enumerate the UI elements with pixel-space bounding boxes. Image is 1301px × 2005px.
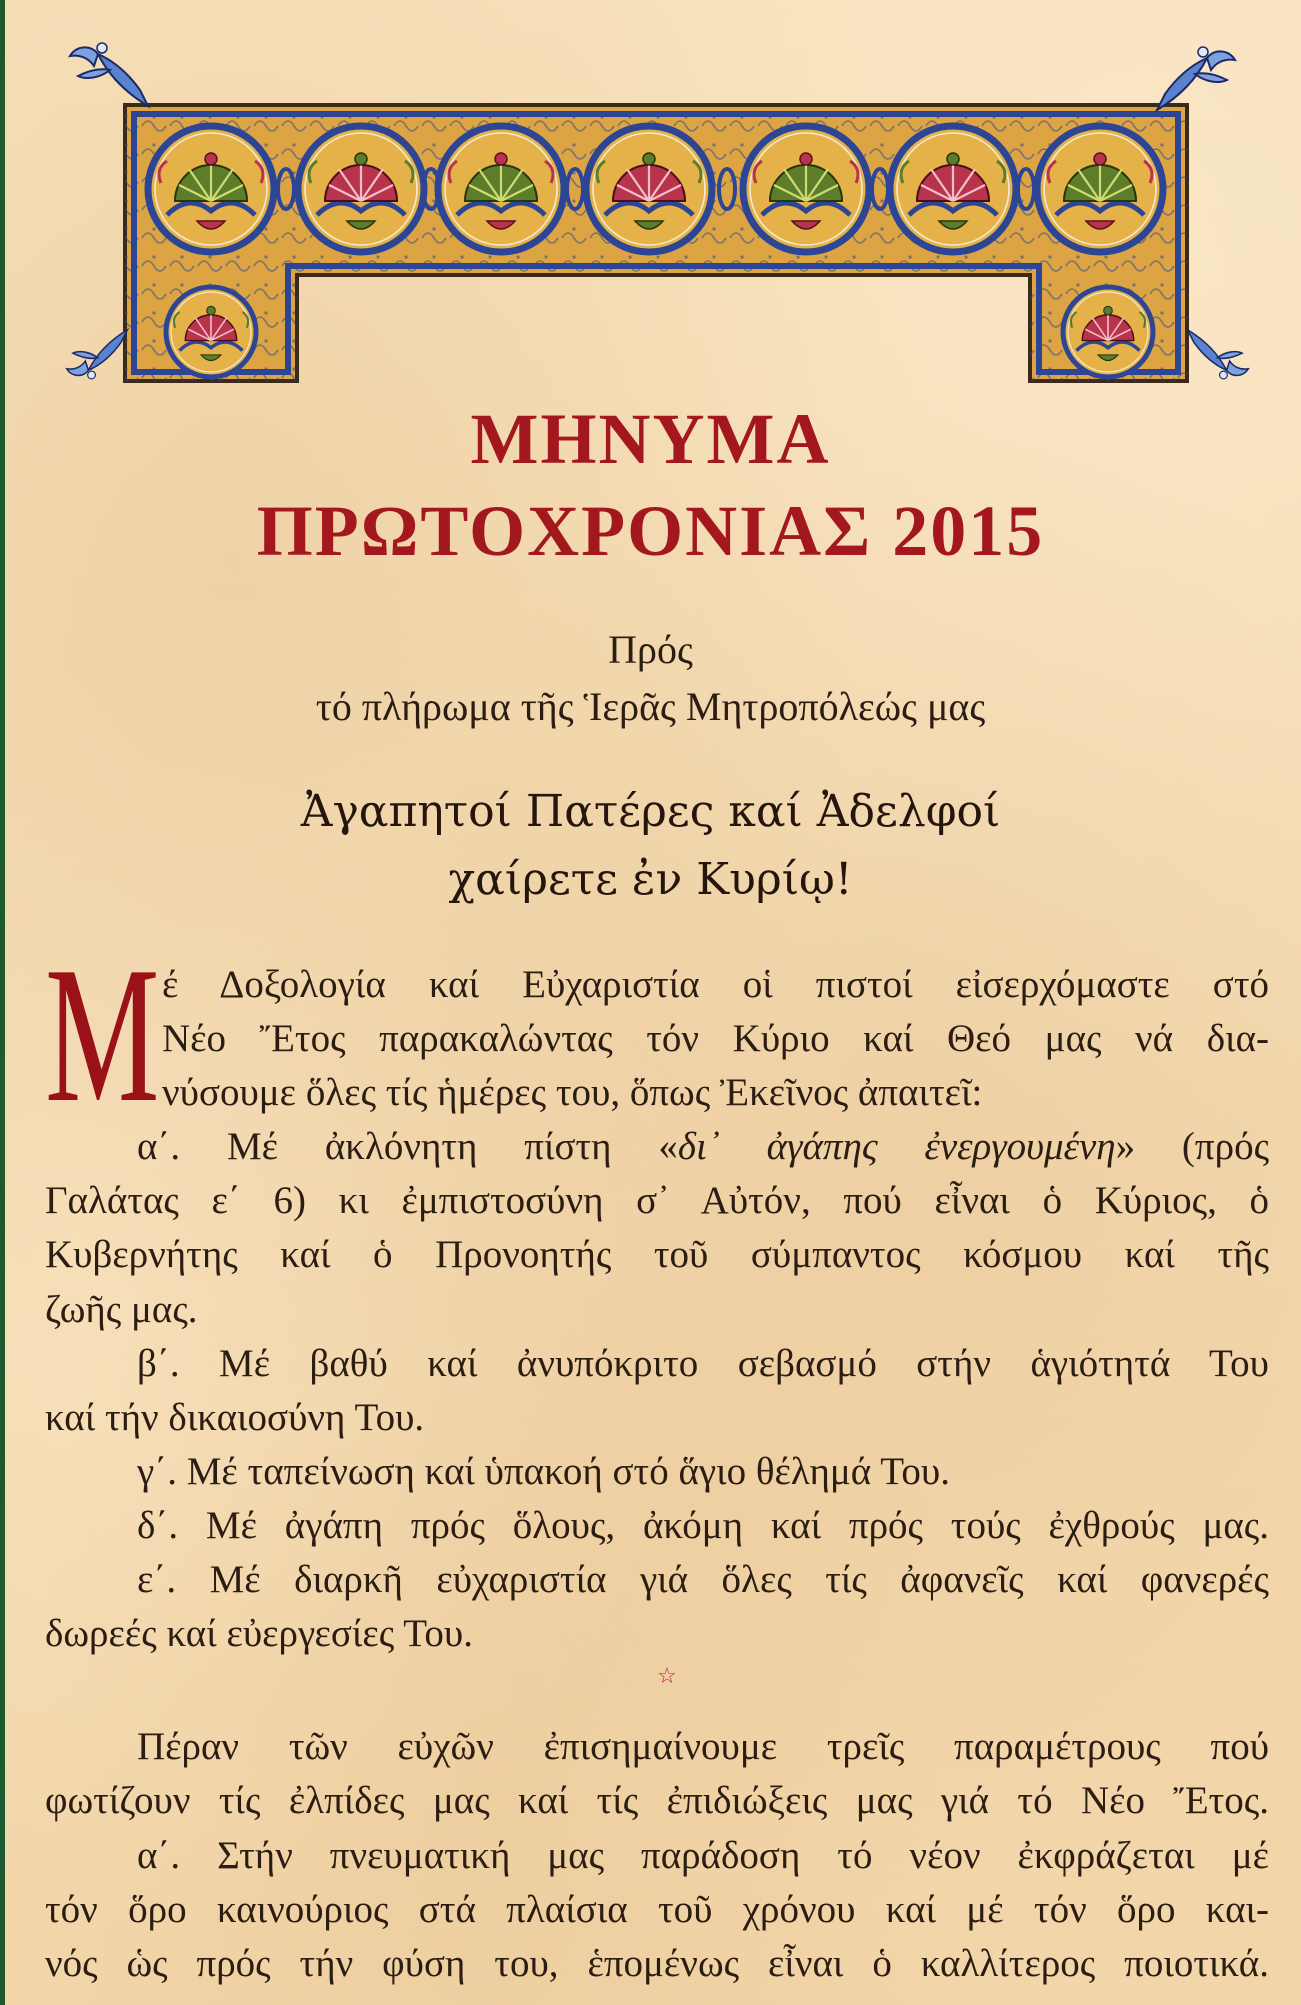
- body-line-text: α΄. Μέ ἀκλόνητη πίστη «: [137, 1125, 678, 1169]
- medallion-left-leg: [166, 287, 256, 377]
- medallion-2: [298, 126, 424, 252]
- greeting-line-2: χαίρετε ἐν Κυρίῳ!: [448, 854, 853, 905]
- medallion-4: [586, 126, 712, 252]
- finial-bottom-left: [67, 330, 128, 379]
- medallion-right-leg: [1063, 287, 1153, 377]
- body-line: Πέραν τῶν εὐχῶν ἐπισημαίνουμε τρεῖς παραμέτρους πού: [137, 1725, 1269, 1769]
- body-line: γ΄. Μέ ταπείνωση καί ὑπακοή στό ἅγιο θέλημά Του.: [137, 1449, 950, 1493]
- body-line: β΄. Μέ βαθύ καί ἀνυπόκριτο σεβασμό στήν ἁγιότητά Του: [137, 1341, 1269, 1385]
- medallion-7: [1037, 126, 1163, 252]
- finial-top-right: [1157, 47, 1235, 110]
- body-line: α΄. Στήν πνευματική μας παράδοση τό νέον ἐκφράζεται μέ: [137, 1833, 1269, 1877]
- medallion-1: [148, 126, 274, 252]
- body-line: δωρεές καί εὐεργεσίες Του.: [45, 1612, 473, 1656]
- body-line: δ΄. Μέ ἀγάπη πρός ὅλους, ἀκόμη καί πρός τούς ἐχθρούς μας.: [137, 1503, 1269, 1547]
- body-line: νύσουμε ὅλες τίς ἡμέρες του, ὅπως Ἐκεῖνος ἀπαιτεῖ:: [162, 1071, 983, 1115]
- medallion-5: [743, 126, 869, 252]
- section-separator: [45, 1661, 1269, 1720]
- body-line: φωτίζουν τίς ἐλπίδες μας καί τίς ἐπιδιώξεις μας γιά τό Νέο Ἔτος.: [45, 1779, 1269, 1823]
- scripture-quote: δι᾽ ἀγάπης ἐνεργουμένη: [677, 1125, 1116, 1169]
- body-line: τόν ὅρο καινούριος στά πλαίσια τοῦ χρόνου καί μέ τόν ὅρο και-: [45, 1887, 1269, 1931]
- finial-bottom-right: [1188, 330, 1249, 379]
- title-line-2: ΠΡΩΤΟΧΡΟΝΙΑΣ 2015: [256, 491, 1045, 571]
- body-line: Νέο Ἔτος παρακαλώντας τόν Κύριο καί Θεό μας νά δια-: [162, 1017, 1269, 1061]
- title-line-1: ΜΗΝΥΜΑ: [470, 399, 831, 479]
- addressee-line-1: Πρός: [608, 627, 693, 672]
- body-line-text: » (πρός: [1115, 1125, 1270, 1169]
- body-text: [45, 958, 1269, 1991]
- drop-cap: Μ: [45, 927, 160, 1143]
- medallion-3: [438, 126, 564, 252]
- finial-top-left: [70, 43, 148, 106]
- medallion-6: [890, 126, 1016, 252]
- body-line: [45, 1120, 1269, 1174]
- headpiece-ornament: [0, 0, 1301, 400]
- body-line: νός ὡς πρός τήν φύση του, ἑπομένως εἶναι ὁ καλλίτερος ποιοτικά.: [45, 1941, 1269, 1985]
- body-line: ζωῆς μας.: [45, 1287, 198, 1331]
- body-line: Γαλάτας ε΄ 6) κι ἐμπιστοσύνη σ᾽ Αὐτόν, πού εἶναι ὁ Κύριος, ὁ: [45, 1179, 1269, 1223]
- greeting-line-1: Ἀγαπητοί Πατέρες καί Ἀδελφοί: [300, 786, 1001, 837]
- addressee-line-2: τό πλήρωμα τῆς Ἱερᾶς Μητροπόλεώς μας: [315, 684, 986, 729]
- body-line: Κυβερνήτης καί ὁ Προνοητής τοῦ σύμπαντος κόσμου καί τῆς: [45, 1233, 1269, 1277]
- body-line: έ Δοξολογία καί Εὐχαριστία οἱ πιστοί εἰσερχόμαστε στό: [162, 963, 1269, 1006]
- body-line: ε΄. Μέ διαρκῆ εὐχαριστία γιά ὅλες τίς ἀφανεῖς καί φανερές: [137, 1558, 1269, 1602]
- body-line: καί τήν δικαιοσύνη Του.: [45, 1395, 425, 1439]
- star-icon: ☆: [657, 1664, 677, 1690]
